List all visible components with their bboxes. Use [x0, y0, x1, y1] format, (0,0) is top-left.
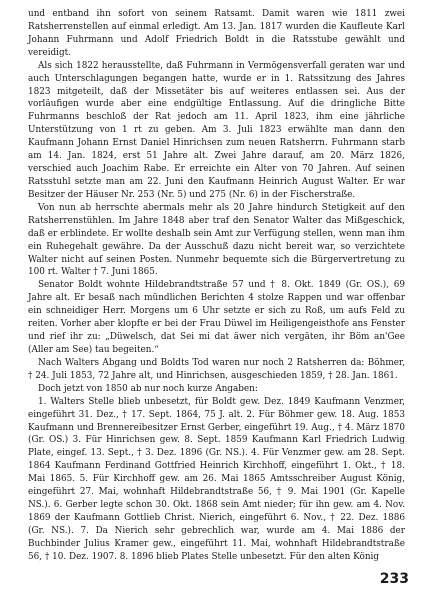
paragraph-fuhrmann: Als sich 1822 herausstellte, daß Fuhrmann in Vermögensverfall geraten war und auch Unterschlagungen begangen hatte, wurde er in 1. Ratssitzung des Jahres 1823 mitgeteilt, daß der Missetäter bis auf weiteres entlassen sei. Aus der vorläufigen wurde aber eine endgültige Entlassung. Auf die dringliche Bitte Fuhrmanns beschloß der Rat jedoch am 11. April 1823, ihm eine jährliche Unterstützung von 1 rt zu geben. Am 3. Juli 1823 erwählte man dann den Kaufmann Johann Ernst Daniel Hinrichsen zum neuen Ratsherrn. Fuhrmann starb am 14. Jan. 1824, erst 51 Jahre alt. Zwei Jahre darauf, am 20. März 1826, verschied auch Joachim Rabe. Er erreichte ein Alter von 70 Jahren. Auf seinen Ratsstuhl setzte man am 22. Juni den Kaufmann Heinrich August Walter. Er war Besitzer der Häuser Nr. 253 (Nr. 5) und 275 (Nr. 6) in der Fischerstraße. [28, 60, 405, 200]
page-number: 233 [379, 571, 409, 587]
paragraph-boldt: Senator Boldt wohnte Hildebrandtstraße 57 und † 8. Okt. 1849 (Gr. OS.), 69 Jahre alt. Er besaß nach mündlichen Berichten 4 stolze Rappen und war offenbar ein schneidiger Herr. Morgens um 6 Uhr setzte er sich zu Roß, um aufs Feld zu reiten. Vorher aber klopfte er bei der Frau Düwel im Heiligengeisthofe ans Fenster und rief ihr zu: „Düwelsch, dat Sei mi dat äwer nich vergäten, ihr Böm an'Gee (Aller am See) tau begeiten.“ [28, 280, 405, 355]
paragraph-ratsherren: Nach Walters Abgang und Boldts Tod waren nur noch 2 Ratsherren da: Böhmer, † 24. Juli 1853, 72 Jahre alt, und Hinrichsen, ausgeschieden 1859, † 28. Jan. 1861. [28, 357, 405, 381]
paragraph-walter: Von nun ab herrschte abermals mehr als 20 Jahre hindurch Stetigkeit auf den Ratsherrenstühlen. Im Jahre 1848 aber traf den Senator Walter das Mißgeschick, daß er erblindete. Er wollte deshalb sein Amt zur Verfügung stellen, wenn man ihm ein Ruhegehalt gewähre. Da der Ausschuß dazu nicht bereit war, so verzichtete Walter nicht auf seinen Posten. Nunmehr bequemte sich die Bürgervertretung zu 100 rt. Walter † 7. Juni 1865. [28, 202, 405, 278]
paragraph-list: 1. Walters Stelle blieb unbesetzt, für Boldt gew. Dez. 1849 Kaufmann Venzmer, eingeführt 31. Dez., † 17. Sept. 1864, 75 J. alt. 2. Für Böhmer gew. 18. Aug. 1853 Kaufmann und Brennereibesitzer Ernst Gerber, eingeführt 19. Aug., † 4. März 1870 (Gr. OS.) 3. Für Hinrichsen gew. 8. Sept. 1859 Kaufmann Karl Friedrich Ludwig Plate, eingef. 13. Sept., † 3. Dez. 1896 (Gr. NS.). 4. Für Venzmer gew. am 28. Sept. 1864 Kaufmann Ferdinand Gottfried Heinrich Kirchhoff, eingeführt 1. Okt., † 18. Mai 1865. 5. Für Kirchhoff gew. am 26. Mai 1865 Amtsschreiber August König, eingeführt 27. Mai, wohnhaft Hildebrandtstraße 56, † 9. Mai 1901 (Gr. Kapelle NS.). 6. Gerber legte schon 30. Okt. 1868 sein Amt nieder; für ihn gew. am 4. Nov. 1869 der Kaufmann Gottlieb Christ. Nierich, eingeführt 6. Nov., † 22. Dez. 1886 (Gr. NS.). 7. Da Nierich sehr gebrechlich war, wurde am 4. Mai 1886 der Buchbinder Julius Kramer gew., eingeführt 11. Mai, wohnhaft Hildebrandtstraße 56, † 10. Dez. 1907. 8. 1896 blieb Plates Stelle unbesetzt. Für den alten König [28, 396, 405, 562]
paragraph-continuation: und entband ihn sofort von seinem Ratsamt. Damit waren wie 1811 zwei Ratsherrenstellen auf einmal erledigt. Am 13. Jan. 1817 wurden die Kaufleute Karl Johann Fuhrmann und Adolf Friedrich Boldt in die Ratsstube gewählt und vereidigt. [28, 9, 405, 58]
paragraph-intro-list: Doch jetzt von 1850 ab nur noch kurze Angaben: [38, 383, 258, 394]
body-text [28, 8, 405, 564]
